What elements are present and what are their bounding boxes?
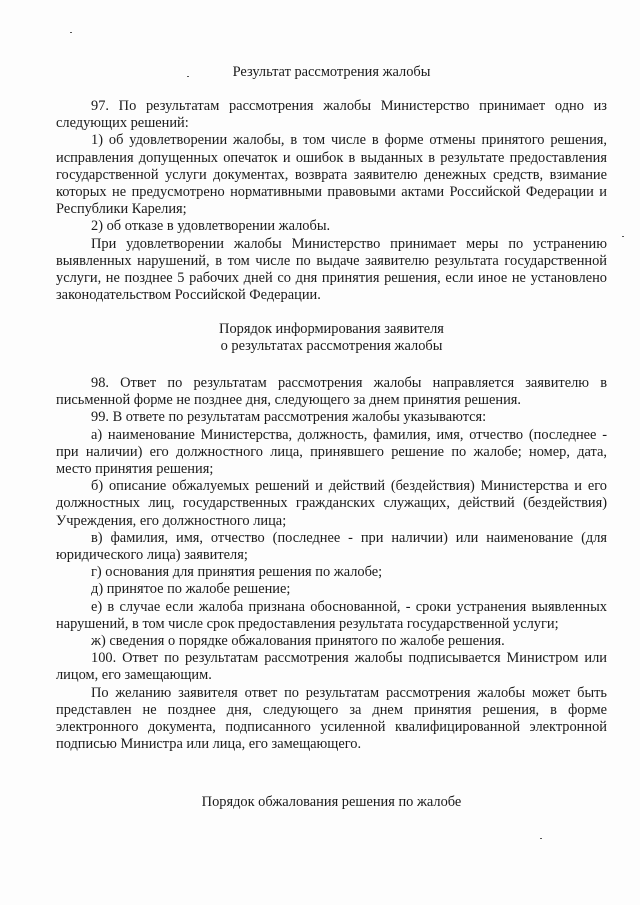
paragraph-97-satisfaction: При удовлетворении жалобы Министерство принимает меры по устранению выявленных нарушений, в том числе по выдаче заявителю результата государственной услуги, не позднее 5 рабочих дней со дня принятия решения, если иное не установлено законодательством Российской Федерации. <box>56 235 607 304</box>
section-title-informing-line-2: о результатах рассмотрения жалобы <box>220 338 443 355</box>
section-title-informing <box>56 321 607 355</box>
section-title-result: Результат рассмотрения жалобы <box>232 64 431 80</box>
section-body-result <box>56 98 607 304</box>
paragraph-99-item-v: в) фамилия, имя, отчество (последнее - при наличии) или наименование (для юридического лица) заявителя; <box>56 529 607 564</box>
paragraph-97: 97. По результатам рассмотрения жалобы Министерство принимает одно из следующих решений: <box>56 98 607 132</box>
paragraph-99: 99. В ответе по результатам рассмотрения жалобы указываются: <box>91 409 487 426</box>
paragraph-97-item-1: 1) об удовлетворении жалобы, в том числе в форме отмены принятого решения, исправления допущенных опечаток и ошибок в выданных в результате предоставления государственной услуги документах, возврата заявителю денежных средств, взимание которых не предусмотрено нормативными правовыми актами Российской Федерации и Республики Карелия; <box>56 132 607 218</box>
paragraph-98: 98. Ответ по результатам рассмотрения жалобы направляется заявителю в письменной форме не позднее дня, следующего за днем принятия решения. <box>56 375 607 409</box>
section-title-informing-line-1: Порядок информирования заявителя <box>219 321 444 337</box>
paragraph-99-item-d: д) принятое по жалобе решение; <box>91 581 291 598</box>
scan-mark <box>70 32 72 33</box>
paragraph-99-item-b: б) описание обжалуемых решений и действий (бездействия) Министерства и его должностных лиц, государственных гражданских служащих, действий (бездействия) Учреждения, его должностного лица; <box>56 478 607 529</box>
paragraph-100-electronic: По желанию заявителя ответ по результатам рассмотрения жалобы может быть представлен не позднее дня, следующего за днем принятия решения, в форме электронного документа, подписанного усиленной квалифицированной электронной подписью Министра или лица, его замещающего. <box>56 684 607 753</box>
paragraph-99-item-e: е) в случае если жалоба признана обоснованной, - сроки устранения выявленных нарушений, в том числе срок предоставления результата государственной услуги; <box>56 598 607 632</box>
paragraph-99-item-zh: ж) сведения о порядке обжалования принятого по жалобе решения. <box>91 633 505 650</box>
paragraph-99-item-g: г) основания для принятия решения по жалобе; <box>91 564 383 581</box>
scan-mark <box>540 838 542 839</box>
section-title-appeal: Порядок обжалования решения по жалобе <box>201 794 462 810</box>
section-body-informing <box>56 375 607 753</box>
paragraph-97-item-2: 2) об отказе в удовлетворении жалобы. <box>91 218 331 235</box>
scan-mark <box>622 236 624 237</box>
paragraph-100: 100. Ответ по результатам рассмотрения жалобы подписывается Министром или лицом, его замещающим. <box>56 650 607 684</box>
paragraph-99-item-a: а) наименование Министерства, должность, фамилия, имя, отчество (последнее - при наличии) его должностного лица, принявшего решение по жалобе; номер, дата, место принятия решения; <box>56 426 607 478</box>
